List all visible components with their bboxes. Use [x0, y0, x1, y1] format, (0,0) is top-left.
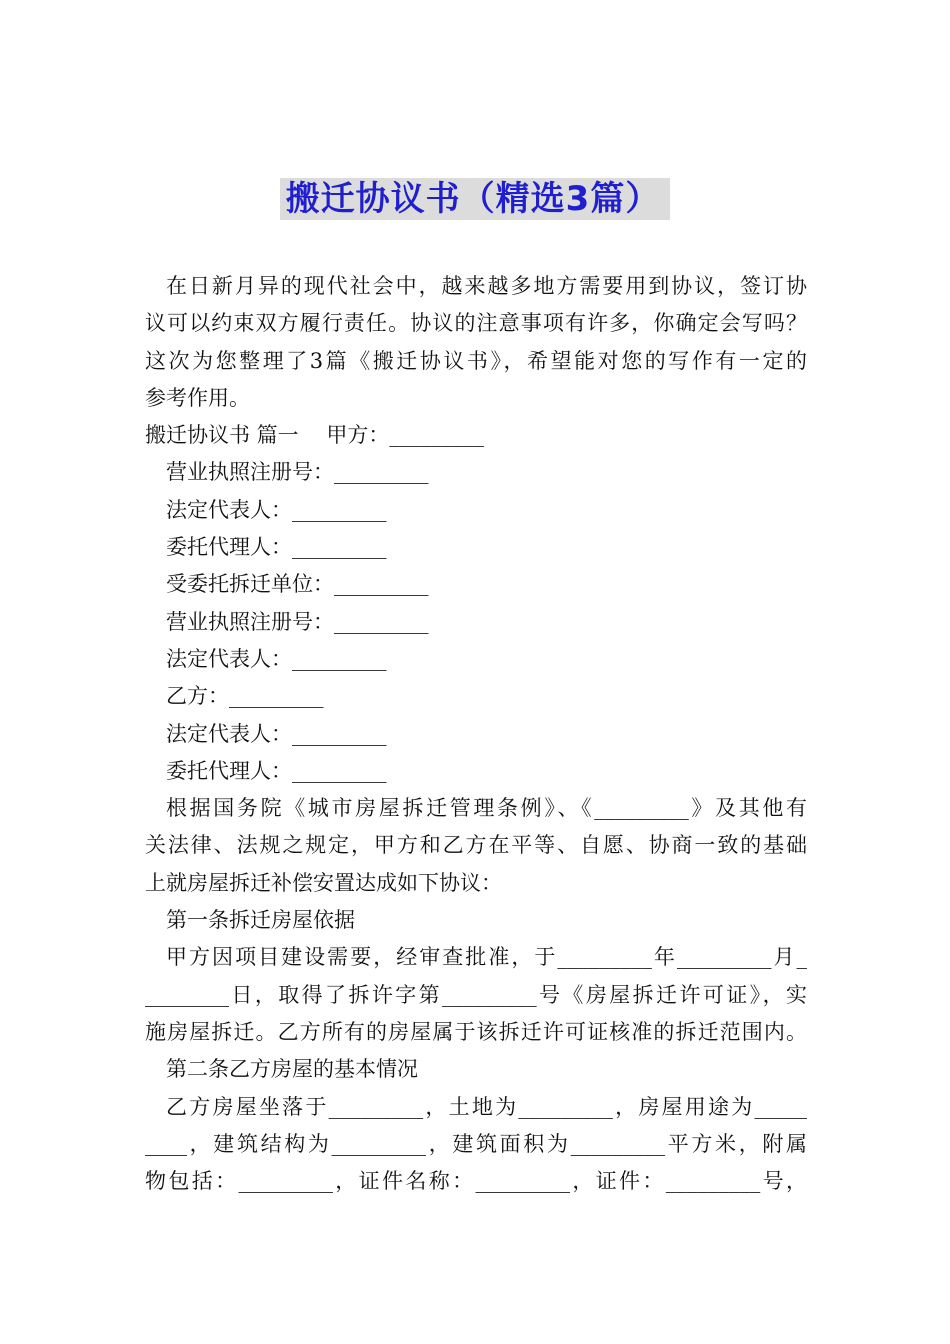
body-line: ____，建筑结构为_________，建筑面积为_________平方米，附属	[145, 1131, 807, 1156]
body-line: 受委托拆迁单位：_________	[166, 572, 429, 597]
body-line: 第二条乙方房屋的基本情况	[166, 1057, 418, 1082]
body-line: 搬迁协议书 篇一 甲方：_________	[145, 423, 484, 448]
body-line: 关法律、法规之规定，甲方和乙方在平等、自愿、协商一致的基础	[145, 833, 807, 858]
body-line: 法定代表人：_________	[166, 721, 387, 746]
body-line: 这次为您整理了3篇《搬迁协议书》，希望能对您的写作有一定的	[145, 348, 807, 373]
document-body	[145, 268, 807, 1200]
body-line: 第一条拆迁房屋依据	[166, 908, 355, 933]
body-line: 甲方因项目建设需要，经审查批准，于_________年_________月_	[166, 945, 807, 970]
body-line: 营业执照注册号：_________	[166, 609, 429, 634]
body-line: 参考作用。	[145, 385, 250, 410]
body-line: 委托代理人：_________	[166, 535, 387, 560]
body-line: 法定代表人：_________	[166, 646, 387, 671]
title-container	[0, 178, 950, 220]
body-line: 法定代表人：_________	[166, 497, 387, 522]
body-line: 议可以约束双方履行责任。协议的注意事项有许多，你确定会写吗？	[145, 311, 807, 336]
body-line: 乙方房屋坐落于_________，土地为_________，房屋用途为_____	[166, 1094, 807, 1119]
body-line: ________日，取得了拆许字第_________号《房屋拆迁许可证》，实	[145, 982, 807, 1007]
body-line: 物包括：_________，证件名称：_________，证件：_________号，	[145, 1169, 807, 1194]
body-line: 在日新月异的现代社会中，越来越多地方需要用到协议，签订协	[166, 274, 807, 298]
body-line: 乙方：_________	[166, 684, 324, 709]
body-line: 上就房屋拆迁补偿安置达成如下协议：	[145, 870, 502, 895]
body-line: 营业执照注册号：_________	[166, 460, 429, 485]
body-line: 施房屋拆迁。乙方所有的房屋属于该拆迁许可证核准的拆迁范围内。	[145, 1019, 807, 1044]
body-line: 根据国务院《城市房屋拆迁管理条例》、《_________》及其他有	[166, 796, 807, 821]
body-line: 委托代理人：_________	[166, 758, 387, 783]
document-title: 搬迁协议书（精选3篇）	[280, 178, 671, 220]
